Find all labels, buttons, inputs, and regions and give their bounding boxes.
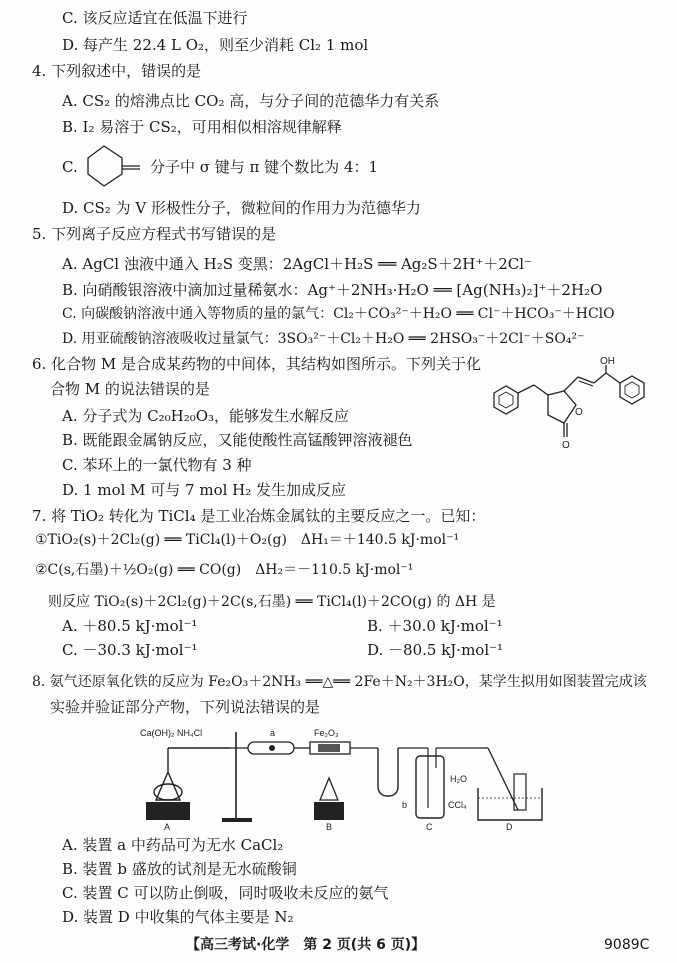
q7-equation-1: ①TiO₂(s)＋2Cl₂(g) ══ TiCl₄(l)＋O₂(g) ΔH₁＝＋140.5 kJ·mol⁻¹ xyxy=(35,532,460,548)
q8-stem-line2: 实验并验证部分产物，下列说法错误的是 xyxy=(50,698,321,716)
svg-text:Fe₂O₃: Fe₂O₃ xyxy=(314,728,339,738)
svg-text:A: A xyxy=(164,822,171,832)
page-footer-title: 【高三考试·化学 第 2 页(共 6 页)】 xyxy=(186,937,426,953)
q3-option-c: C. 该反应适宜在低温下进行 xyxy=(62,9,248,27)
q8-option-c: C. 装置 C 可以防止倒吸，同时吸收未反应的氨气 xyxy=(62,884,389,902)
q8-option-b: B. 装置 b 盛放的试剂是无水硫酸铜 xyxy=(62,860,297,878)
q8-option-a: A. 装置 a 中药品可为无水 CaCl₂ xyxy=(62,836,284,854)
svg-text:H₂O: H₂O xyxy=(450,774,467,784)
q5-option-b: B. 向硝酸银溶液中滴加过量稀氨水：Ag⁺＋2NH₃·H₂O ══ [Ag(NH₃)₂]⁺＋2H₂O xyxy=(62,281,603,299)
ethylene-carbonate-structure xyxy=(78,140,150,192)
svg-text:C: C xyxy=(426,822,433,832)
svg-text:CCl₄: CCl₄ xyxy=(448,800,467,810)
q4-option-c-text: 分子中 σ 键与 π 键个数比为 4：1 xyxy=(150,158,379,176)
q6-stem-line2: 合物 M 的说法错误的是 xyxy=(50,380,210,398)
page-code: 9089C xyxy=(604,937,650,953)
q8-option-d: D. 装置 D 中收集的气体主要是 N₂ xyxy=(62,908,294,926)
q6-stem-line1: 6. 化合物 M 是合成某药物的中间体，其结构如图所示。下列关于化 xyxy=(32,355,481,373)
q6-option-b: B. 既能跟金属钠反应，又能使酸性高锰酸钾溶液褪色 xyxy=(62,431,413,449)
q7-option-b: B. ＋30.0 kJ·mol⁻¹ xyxy=(367,617,503,635)
q4-stem: 4. 下列叙述中，错误的是 xyxy=(32,62,202,80)
q7-option-a: A. ＋80.5 kJ·mol⁻¹ xyxy=(62,617,198,635)
q6-option-d: D. 1 mol M 可与 7 mol H₂ 发生加成反应 xyxy=(62,481,347,499)
hydroxyl-label: OH xyxy=(600,356,615,367)
compound-m-structure xyxy=(482,355,662,455)
q7-option-d: D. －80.5 kJ·mol⁻¹ xyxy=(367,641,504,659)
q7-option-c: C. －30.3 kJ·mol⁻¹ xyxy=(62,641,198,659)
q4-option-b: B. I₂ 易溶于 CS₂，可用相似相溶规律解释 xyxy=(62,118,342,136)
keto-oxygen-label: O xyxy=(562,440,570,451)
q4-option-a: A. CS₂ 的熔沸点比 CO₂ 高，与分子间的范德华力有关系 xyxy=(62,92,440,110)
q6-option-a: A. 分子式为 C₂₀H₂₀O₃，能够发生水解反应 xyxy=(62,407,350,425)
svg-text:a: a xyxy=(270,728,276,738)
svg-text:D: D xyxy=(506,822,513,832)
q4-option-c-label: C. xyxy=(62,158,78,176)
q8-stem-line1: 8. 氨气还原氧化铁的反应为 Fe₂O₃＋2NH₃ ══△══ 2Fe＋N₂＋3H₂O，某学生拟用如图装置完成该 xyxy=(32,674,647,690)
q5-option-a: A. AgCl 浊液中通入 H₂S 变黑：2AgCl＋H₂S ══ Ag₂S＋2H⁺＋2Cl⁻ xyxy=(62,255,532,273)
q3-option-d: D. 每产生 22.4 L O₂，则至少消耗 Cl₂ 1 mol xyxy=(62,36,369,54)
apparatus-diagram xyxy=(138,724,546,834)
q4-option-d: D. CS₂ 为 V 形极性分子，微粒间的作用力为范德华力 xyxy=(62,199,421,217)
burner-a xyxy=(146,802,190,820)
ring-oxygen-label: O xyxy=(575,407,583,418)
q7-question: 则反应 TiO₂(s)＋2Cl₂(g)＋2C(s,石墨) ══ TiCl₄(l)＋2CO(g) 的 ΔH 是 xyxy=(48,594,496,610)
q7-stem: 7. 将 TiO₂ 转化为 TiCl₄ 是工业冶炼金属钛的主要反应之一。已知： xyxy=(32,507,486,525)
q5-stem: 5. 下列离子反应方程式书写错误的是 xyxy=(32,225,277,243)
q6-option-c: C. 苯环上的一氯代物有 3 种 xyxy=(62,456,252,474)
svg-text:B: B xyxy=(326,822,333,832)
q5-option-d: D. 用亚硫酸钠溶液吸收过量氯气：3SO₃²⁻＋Cl₂＋H₂O ══ 2HSO₃⁻＋2Cl⁻＋SO₄²⁻ xyxy=(62,331,585,347)
burner-b xyxy=(314,802,344,820)
svg-text:b: b xyxy=(402,800,408,810)
q7-equation-2: ②C(s,石墨)＋½O₂(g) ══ CO(g) ΔH₂＝－110.5 kJ·mol⁻¹ xyxy=(35,562,414,578)
q5-option-c: C. 向碳酸钠溶液中通入等物质的量的氯气：Cl₂＋CO₃²⁻＋H₂O ══ Cl⁻＋HCO₃⁻＋HClO xyxy=(62,306,615,322)
reagents-label: Ca(OH)₂ NH₄Cl xyxy=(140,728,203,738)
